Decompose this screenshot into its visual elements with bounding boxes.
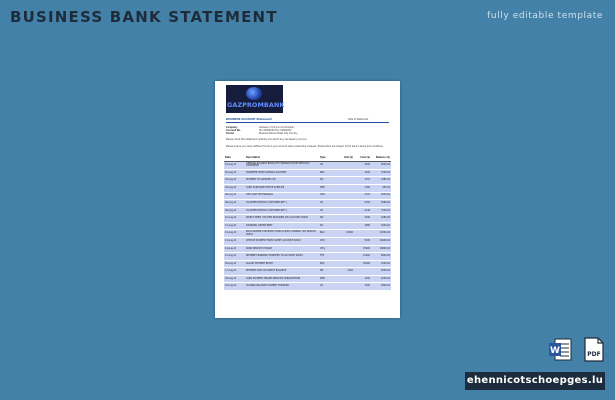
out-cell [335,260,354,268]
globe-icon [246,87,262,100]
type-cell: CHG [319,245,335,253]
description-cell: TRANSFER FROM SAVINGS ACCOUNT [245,169,319,177]
out-cell [335,245,354,253]
bank-logo [226,85,283,113]
description-cell: INTERNET BANKING TRANSFER TO ACCOUNT 00003 [245,253,319,261]
description-cell: COUNTER DEPOSIT CUSTOMER REF 2 [245,207,319,215]
balance-cell: 7220.00 [371,207,391,215]
table-row [224,260,391,268]
cost-cell: 2150 [354,200,371,208]
table-row [224,162,391,170]
out-cell [335,275,354,283]
table-row [224,207,391,215]
pdf-document-icon[interactable] [583,337,605,362]
description-cell: CHEQUE PAYMENT FROM CLIENT ACCOUNT 00002 [245,237,319,245]
balance-cell: 2500.00 [371,162,391,170]
date-cell: 11-Aug-21 [224,222,245,230]
date-cell: 09-Aug-21 [224,207,245,215]
page-subtitle: fully editable template [487,11,603,21]
description-cell: SALARY PAYMENT BATCH [245,260,319,268]
out-cell [335,237,354,245]
cost-cell: 1780 [354,184,371,192]
date-cell: 12-Aug-21 [224,230,245,238]
date-cell: 17-Aug-21 [224,268,245,276]
type-cell: CR [319,162,335,170]
column-header: Date [224,156,245,162]
type-cell: BGC [319,169,335,177]
out-cell [335,283,354,291]
description-cell: STANDING ORDER RENT [245,222,319,230]
info-value: Business Name Street City Country [259,132,298,135]
table-row [224,253,391,261]
statement-document-preview[interactable] [215,81,400,318]
table-row [224,237,391,245]
out-cell [335,253,354,261]
date-cell: 13-Aug-21 [224,237,245,245]
cost-cell: 1080 [354,222,371,230]
type-cell: ATM [319,192,335,200]
table-row [224,215,391,223]
balance-cell: 6800.00 [371,253,391,261]
type-cell: DD [319,215,335,223]
out-cell [335,184,354,192]
balance-cell: 3700.00 [371,169,391,177]
type-cell: BGC [319,230,335,238]
out-cell [335,222,354,230]
column-header: Type [319,156,335,162]
cost-cell: 2500 [354,162,371,170]
description-cell: INTEREST PAID ON CREDIT BALANCE [245,268,319,276]
balance-cell: 205.00 [371,184,391,192]
brand-watermark: ehennicotschoepges.lu [465,372,605,390]
svg-text:PDF: PDF [587,351,601,358]
column-header: Description [245,156,319,162]
balance-cell: 16800.00 [371,245,391,253]
table-row [224,230,391,238]
date-cell: 16-Aug-21 [224,260,245,268]
cost-cell: 1300 [354,283,371,291]
cost-cell: 1200 [354,169,371,177]
date-cell: 06-Aug-21 [224,192,245,200]
table-row [224,169,391,177]
balance-cell: 4300.00 [371,260,391,268]
statement-note: Please ensure you have sufficient funds in your account when presenting cheques. Transactions are subject to the bank's terms and conditions. [226,145,384,148]
date-cell: 14-Aug-21 [224,245,245,253]
balance-cell: 13200.00 [371,230,391,238]
cost-cell: 10000 [354,253,371,261]
description-cell: BANK SERVICE CHARGE [245,245,319,253]
cost-cell: 5000 [354,237,371,245]
date-cell: 04-Aug-21 [224,184,245,192]
cost-cell [354,268,371,276]
description-cell: BACS PAYMENT RECEIVED FROM CLIENT COMPANY LTD INVOICE 00001 [245,230,319,238]
info-key: Period [226,132,234,135]
date-cell: 19-Aug-21 [224,283,245,291]
out-cell [335,177,354,185]
out-cell [335,207,354,215]
cost-cell: 2140 [354,207,371,215]
table-row [224,275,391,283]
table-row [224,268,391,276]
bank-logo-text: GAZPROMBANK [227,101,285,109]
column-header: Cost ($) [354,156,371,162]
balance-cell: 4100.00 [371,275,391,283]
balance-cell: 2800.00 [371,283,391,291]
type-cell: DEB [319,184,335,192]
date-cell: 02-Aug-21 [224,169,245,177]
table-row [224,283,391,291]
type-cell: BAC [319,260,335,268]
table-row [224,200,391,208]
table-row [224,184,391,192]
balance-cell: 3200.00 [371,222,391,230]
column-header: Out ($) [335,156,354,162]
title-divider [226,122,389,123]
cost-cell: 1715 [354,177,371,185]
cost-cell: 1400 [354,275,371,283]
table-row [224,192,391,200]
out-cell: 10000 [335,230,354,238]
statement-date: Date of Statement [348,118,369,121]
document-title: BUSINESS ACCOUNT Statement [226,118,272,121]
type-cell: DD [319,177,335,185]
cost-cell [354,230,371,238]
type-cell: DEB [319,275,335,283]
info-key: Company [226,126,238,129]
date-cell: 08-Aug-21 [224,200,245,208]
description-cell: CARD PURCHASE OFFICE SUPPLIES [245,184,319,192]
balance-cell: 4280.00 [371,215,391,223]
table-row [224,222,391,230]
table-row [224,177,391,185]
description-cell: CLOSING BALANCE CARRIED FORWARD [245,283,319,291]
out-cell [335,192,354,200]
cost-cell: 2940 [354,215,371,223]
info-value: Tel: 00000000 Fax: 00000000 [259,129,292,132]
type-cell: CR [319,283,335,291]
out-cell [335,169,354,177]
out-cell [335,162,354,170]
svg-text:W: W [550,346,560,356]
table-row [224,245,391,253]
type-cell: SO [319,222,335,230]
description-cell: DIRECT DEBIT UTILITIES PROVIDER LTD ACCOUNT 00000 [245,215,319,223]
type-cell: TFR [319,253,335,261]
balance-cell: 5080.00 [371,200,391,208]
date-cell: 15-Aug-21 [224,253,245,261]
date-cell: 03-Aug-21 [224,177,245,185]
out-cell [335,215,354,223]
balance-cell: 1985.00 [371,177,391,185]
type-cell: CR [319,207,335,215]
balance-cell: 2930.00 [371,192,391,200]
description-cell: ATM CASH WITHDRAWAL [245,192,319,200]
description-cell: PAYMENT TO SUPPLIER LTD [245,177,319,185]
info-value: Address or Full Account Number [259,126,295,129]
cost-cell: 35000 [354,245,371,253]
cost-cell: 35000 [354,260,371,268]
cost-cell: 2725 [354,192,371,200]
date-cell: 10-Aug-21 [224,215,245,223]
date-cell: 18-Aug-21 [224,275,245,283]
type-cell: CR [319,200,335,208]
type-cell: CHQ [319,237,335,245]
description-cell: CARD PAYMENT ONLINE SERVICES SUBSCRIPTION [245,275,319,283]
out-cell [335,200,354,208]
page-title: BUSINESS BANK STATEMENT [10,8,278,26]
balance-cell: 5500.00 [371,268,391,276]
statement-note: Please check this statement carefully and report any discrepancy at once. [226,138,308,141]
info-key: Account No. [226,129,241,132]
transactions-table [224,156,391,291]
description-cell: OPENING BALANCE BROUGHT FORWARD FROM PREVIOUS STATEMENT [245,162,319,170]
description-cell: COUNTER DEPOSIT CUSTOMER REF 1 [245,200,319,208]
column-header: Balance ($) [371,156,391,162]
transactions-body [224,162,391,291]
date-cell: 01-Aug-21 [224,162,245,170]
out-cell: 1200 [335,268,354,276]
word-document-icon[interactable] [548,338,572,361]
type-cell: INT [319,268,335,276]
balance-cell: 18200.00 [371,237,391,245]
